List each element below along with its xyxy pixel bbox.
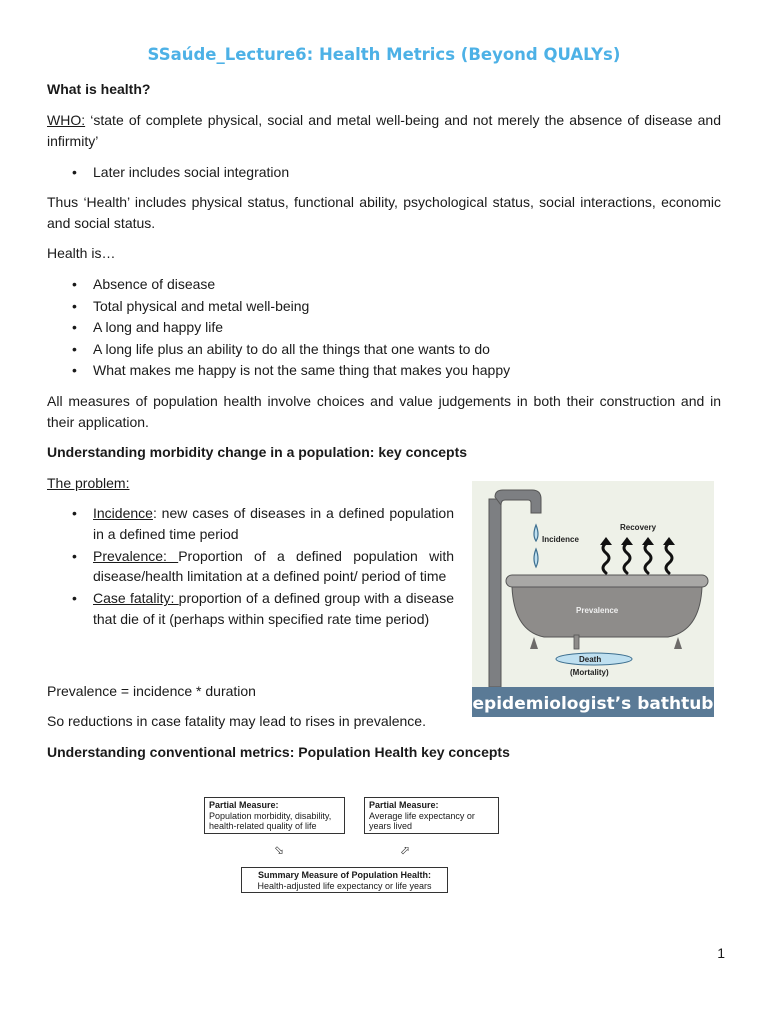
bullet-icon: • [72, 164, 77, 180]
list-item-text: Later includes social integration [93, 164, 290, 180]
page-title: SSaúde_Lecture6: Health Metrics (Beyond QUALYs) [147, 45, 621, 64]
definition: proportion of a defined group with a disease that die of it (perhaps within specified rate time period) [93, 590, 454, 627]
who-bullet-list [47, 162, 721, 184]
term: Incidence [93, 505, 153, 521]
box-text: Population morbidity, disability, health-related quality of life [209, 810, 332, 831]
reductions-paragraph: So reductions in case fatality may lead to rises in prevalence. [47, 713, 426, 729]
list-item-text: Total physical and metal well-being [93, 297, 310, 314]
measures-paragraph: All measures of population health involve choices and value judgements in both their construction and in their application. [47, 393, 721, 430]
mortality-label: (Mortality) [570, 668, 609, 677]
list-item-text: What makes me happy is not the same thing that makes you happy [93, 362, 511, 378]
box-title: Partial Measure: [369, 800, 439, 810]
arrow-up-right-icon: ⬀ [400, 843, 411, 857]
definition: : new cases of diseases in a defined population in a defined time period [93, 505, 454, 542]
list-item-text: Absence of disease [93, 276, 216, 292]
box-text: Average life expectancy or years lived [369, 810, 475, 831]
conventional-heading: Understanding conventional metrics: Population Health key concepts [47, 744, 510, 760]
problem-list [47, 503, 454, 631]
summary-measure-box [241, 867, 448, 893]
bullet-icon: • [72, 276, 77, 292]
bullet-icon: • [72, 362, 77, 378]
list-item [47, 317, 721, 339]
box-title: Summary Measure of Population Health: [257, 870, 432, 880]
list-item-case-fatality [47, 588, 454, 630]
morbidity-heading: Understanding morbidity change in a population: key concepts [47, 444, 468, 460]
incidence-label: Incidence [542, 535, 579, 544]
list-item-incidence [47, 503, 454, 545]
health-is-label: Health is… [47, 245, 116, 261]
death-label: Death [579, 655, 602, 664]
list-item [47, 296, 721, 318]
bullet-icon: • [72, 340, 77, 357]
bullet-icon: • [72, 590, 77, 607]
thus-paragraph: Thus ‘Health’ includes physical status, functional ability, psychological status, social interactions, economic and social status. [47, 194, 721, 231]
problem-label: The problem: [47, 475, 130, 491]
list-item [47, 274, 721, 296]
prevalence-label: Prevalence [576, 606, 619, 615]
list-item [47, 339, 721, 361]
bullet-icon: • [72, 319, 77, 335]
partial-measure-box-2 [364, 797, 499, 834]
who-text: ‘state of complete physical, social and metal well-being and not merely the absence of disease and infirmity’ [47, 112, 721, 149]
list-item [47, 162, 721, 184]
bathtub-illustration [472, 481, 714, 717]
definition: Proportion of a defined population with disease/health limitation at a defined point/ period of time [93, 547, 454, 585]
bathtub-caption: epidemiologist’s bathtub [472, 694, 714, 714]
bullet-icon: • [72, 505, 77, 521]
box-text: Health-adjusted life expectancy or life years [257, 880, 432, 891]
list-item-prevalence [47, 546, 454, 588]
list-item [47, 360, 721, 382]
prevalence-equation: Prevalence = incidence * duration [47, 683, 256, 699]
recovery-label: Recovery [620, 523, 657, 532]
list-item-text: A long life plus an ability to do all the things that one wants to do [93, 340, 490, 357]
page-number: 1 [717, 945, 725, 961]
health-is-list [47, 274, 721, 382]
arrow-down-right-icon: ⬂ [274, 843, 285, 857]
partial-measure-box-1 [204, 797, 345, 834]
who-label: WHO: [47, 112, 86, 128]
term: Prevalence: [93, 547, 179, 564]
population-health-diagram [200, 792, 510, 897]
list-item-text: A long and happy life [93, 319, 223, 335]
box-title: Partial Measure: [209, 800, 279, 810]
what-is-health-heading: What is health? [47, 81, 151, 97]
bullet-icon: • [72, 547, 77, 564]
bullet-icon: • [72, 297, 77, 314]
who-definition [47, 110, 721, 152]
term: Case fatality: [93, 590, 179, 607]
